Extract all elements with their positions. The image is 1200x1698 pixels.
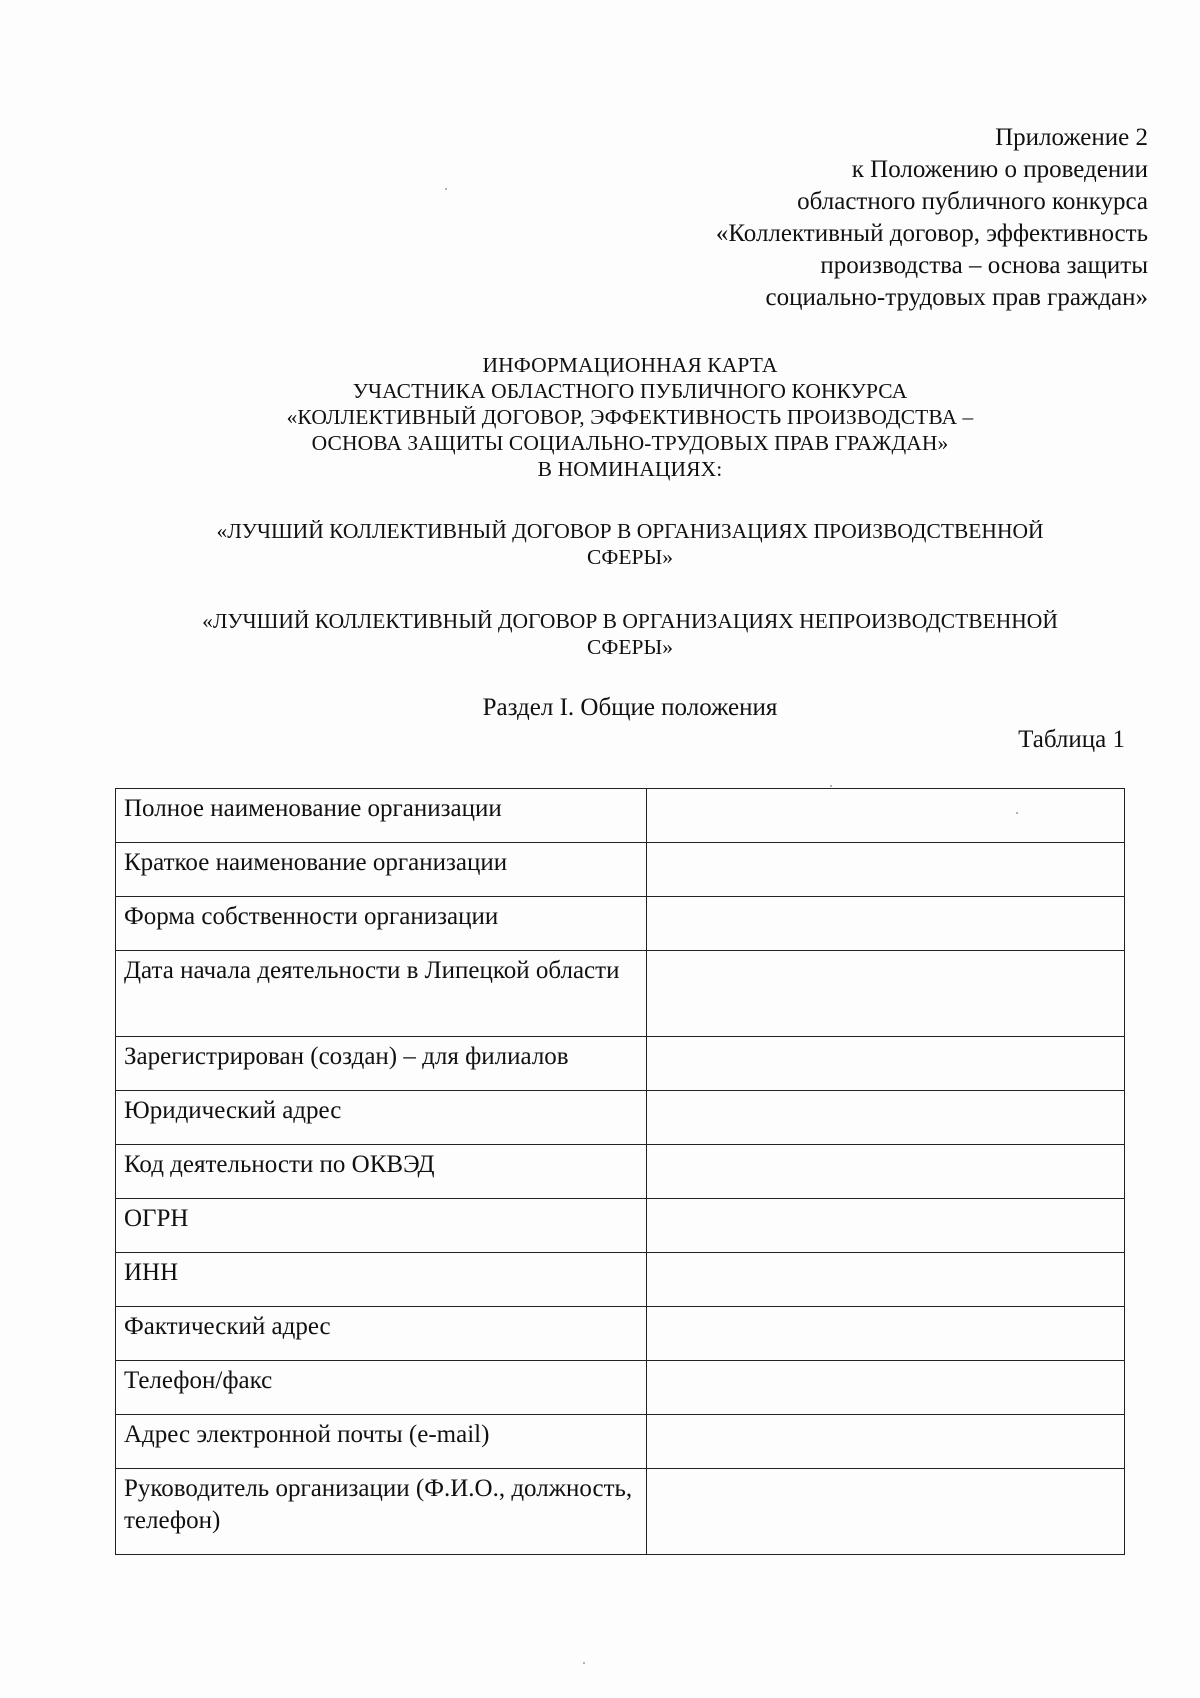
scan-speck [1016, 812, 1018, 814]
row-value [646, 843, 1124, 897]
row-value [646, 789, 1124, 843]
appendix-line: областного публичного конкурса [797, 188, 1148, 215]
table-row [116, 1253, 1125, 1307]
table-row [116, 1091, 1125, 1145]
nomination-line: СФЕРЫ» [587, 635, 673, 659]
table-row [116, 789, 1125, 843]
appendix-line: производства – основа защиты [820, 252, 1148, 279]
table-row [116, 1037, 1125, 1091]
nomination-line: СФЕРЫ» [587, 545, 673, 569]
scan-speck [830, 785, 832, 787]
row-value [646, 951, 1124, 1037]
table-row [116, 1361, 1125, 1415]
title-line: ОСНОВА ЗАЩИТЫ СОЦИАЛЬНО-ТРУДОВЫХ ПРАВ ГРАЖДАН» [311, 431, 949, 455]
row-label: ИНН [116, 1253, 647, 1307]
title-line: В НОМИНАЦИЯХ: [537, 457, 723, 481]
appendix-line: «Коллективный договор, эффективность [715, 220, 1148, 247]
row-label: Зарегистрирован (создан) – для филиалов [116, 1037, 647, 1091]
appendix-line: к Положению о проведении [851, 156, 1148, 183]
row-label: Юридический адрес [116, 1091, 647, 1145]
row-label: Дата начала деятельности в Липецкой области [116, 951, 647, 1037]
row-value [646, 1091, 1124, 1145]
table-row [116, 897, 1125, 951]
document-title [0, 352, 1200, 482]
row-value [646, 1199, 1124, 1253]
scan-speck [583, 1662, 585, 1664]
row-label: ОГРН [116, 1199, 647, 1253]
title-line: ИНФОРМАЦИОННАЯ КАРТА [482, 353, 778, 377]
table-row [116, 1307, 1125, 1361]
row-value [646, 1307, 1124, 1361]
nomination-production [110, 518, 1150, 570]
row-value [646, 897, 1124, 951]
appendix-line: социально-трудовых прав граждан» [765, 284, 1148, 311]
nomination-line: «ЛУЧШИЙ КОЛЛЕКТИВНЫЙ ДОГОВОР В ОРГАНИЗАЦИЯХ НЕПРОИЗВОДСТВЕННОЙ [202, 609, 1058, 633]
row-label: Телефон/факс [116, 1361, 647, 1415]
row-label: Руководитель организации (Ф.И.О., должность, телефон) [116, 1469, 647, 1555]
scan-speck [445, 188, 447, 190]
row-label: Код деятельности по ОКВЭД [116, 1145, 647, 1199]
table-row [116, 843, 1125, 897]
table-row [116, 951, 1125, 1037]
title-line: УЧАСТНИКА ОБЛАСТНОГО ПУБЛИЧНОГО КОНКУРСА [352, 379, 908, 403]
appendix-line: Приложение 2 [995, 124, 1148, 151]
nomination-line: «ЛУЧШИЙ КОЛЛЕКТИВНЫЙ ДОГОВОР В ОРГАНИЗАЦИЯХ ПРОИЗВОДСТВЕННОЙ [216, 519, 1044, 543]
table-row [116, 1145, 1125, 1199]
row-label: Форма собственности организации [116, 897, 647, 951]
row-value [646, 1469, 1124, 1555]
table-row [116, 1199, 1125, 1253]
row-value [646, 1145, 1124, 1199]
row-value [646, 1415, 1124, 1469]
organization-info-table [115, 788, 1125, 1555]
row-label: Адрес электронной почты (e-mail) [116, 1415, 647, 1469]
table-label: Таблица 1 [1018, 726, 1125, 753]
table-row [116, 1415, 1125, 1469]
row-value [646, 1037, 1124, 1091]
row-value [646, 1361, 1124, 1415]
row-label: Фактический адрес [116, 1307, 647, 1361]
row-label: Полное наименование организации [116, 789, 647, 843]
nomination-non-production [110, 608, 1150, 660]
appendix-reference [628, 122, 1148, 314]
title-line: «КОЛЛЕКТИВНЫЙ ДОГОВОР, ЭФФЕКТИВНОСТЬ ПРОИЗВОДСТВА – [286, 405, 974, 429]
row-label: Краткое наименование организации [116, 843, 647, 897]
row-value [646, 1253, 1124, 1307]
table-row [116, 1469, 1125, 1555]
section-title: Раздел I. Общие положения [482, 694, 778, 721]
